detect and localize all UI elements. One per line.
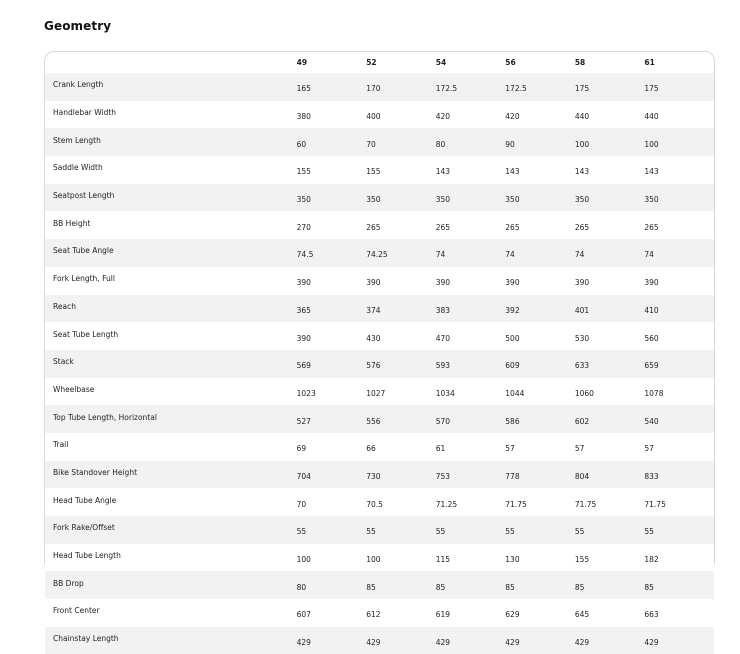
cell-value: 74.5 xyxy=(296,250,314,260)
cell-value: 100 xyxy=(574,139,590,149)
cell-value: 175 xyxy=(574,84,590,94)
row-label: Top Tube Length, Horizontal xyxy=(53,412,157,422)
row-label: Seat Tube Angle xyxy=(53,246,114,256)
table-body xyxy=(45,73,714,654)
cell-value: 390 xyxy=(296,278,311,288)
cell-value: 390 xyxy=(644,278,659,288)
row-label: Crank Length xyxy=(53,80,104,90)
cell-value: 365 xyxy=(296,305,311,315)
cell-value: 71.75 xyxy=(505,499,527,509)
cell-value: 55 xyxy=(366,527,376,537)
cell-value: 429 xyxy=(644,638,659,648)
size-header-56: 56 xyxy=(505,58,516,67)
cell-value: 704 xyxy=(296,471,311,481)
cell-value: 70 xyxy=(296,499,307,509)
cell-value: 753 xyxy=(435,471,451,481)
cell-value: 265 xyxy=(644,222,659,232)
cell-value: 61 xyxy=(435,444,446,454)
cell-value: 71.75 xyxy=(574,499,597,509)
cell-value: 1078 xyxy=(644,388,664,398)
geometry-table xyxy=(45,52,714,654)
cell-value: 1044 xyxy=(505,388,525,398)
row-label: Stem Length xyxy=(53,135,101,145)
cell-value: 70.5 xyxy=(366,499,383,509)
cell-value: 470 xyxy=(435,333,451,343)
table-row xyxy=(45,73,714,101)
cell-value: 390 xyxy=(505,278,520,288)
table-header-row xyxy=(45,52,714,73)
cell-value: 55 xyxy=(644,527,654,537)
cell-value: 556 xyxy=(366,416,381,426)
cell-value: 74.25 xyxy=(366,250,388,260)
cell-value: 155 xyxy=(574,555,590,565)
cell-value: 401 xyxy=(574,305,590,315)
cell-value: 265 xyxy=(505,222,520,232)
cell-value: 57 xyxy=(505,444,515,454)
row-label: Handlebar Width xyxy=(53,108,117,118)
table-row xyxy=(45,433,714,461)
cell-value: 100 xyxy=(644,139,659,149)
row-label: Head Tube Angle xyxy=(53,495,117,505)
table-row xyxy=(45,128,714,156)
size-header-54: 54 xyxy=(435,58,447,67)
cell-value: 380 xyxy=(296,112,311,122)
cell-value: 429 xyxy=(435,638,451,648)
table-row xyxy=(45,295,714,323)
table-row xyxy=(45,378,714,406)
cell-value: 350 xyxy=(644,195,659,205)
table-row xyxy=(45,211,714,239)
size-header-49: 49 xyxy=(296,58,308,67)
cell-value: 778 xyxy=(505,471,520,481)
row-label: Saddle Width xyxy=(53,163,103,173)
page-title: Geometry xyxy=(44,19,112,33)
row-label: Stack xyxy=(53,357,74,367)
row-label: Chainstay Length xyxy=(53,634,119,644)
cell-value: 540 xyxy=(644,416,659,426)
cell-value: 633 xyxy=(574,361,590,371)
cell-value: 143 xyxy=(505,167,520,177)
row-label: Bike Standover Height xyxy=(53,467,138,477)
cell-value: 55 xyxy=(574,527,585,537)
cell-value: 74 xyxy=(435,250,446,260)
table-row xyxy=(45,627,714,654)
cell-value: 182 xyxy=(644,555,659,565)
size-header-61: 61 xyxy=(644,58,655,67)
cell-value: 576 xyxy=(366,361,381,371)
row-label: Seatpost Length xyxy=(53,191,115,201)
cell-value: 71.75 xyxy=(644,499,666,509)
cell-value: 55 xyxy=(435,527,446,537)
cell-value: 440 xyxy=(574,112,590,122)
cell-value: 71.25 xyxy=(435,499,458,509)
cell-value: 560 xyxy=(644,333,659,343)
cell-value: 100 xyxy=(366,555,381,565)
cell-value: 593 xyxy=(435,361,451,371)
cell-value: 175 xyxy=(644,84,659,94)
cell-value: 69 xyxy=(296,444,307,454)
cell-value: 570 xyxy=(435,416,451,426)
cell-value: 265 xyxy=(366,222,381,232)
cell-value: 350 xyxy=(366,195,381,205)
table-row xyxy=(45,405,714,433)
cell-value: 350 xyxy=(574,195,590,205)
cell-value: 410 xyxy=(644,305,659,315)
row-label: Wheelbase xyxy=(53,384,95,394)
cell-value: 430 xyxy=(366,333,381,343)
cell-value: 1023 xyxy=(296,388,316,398)
cell-value: 60 xyxy=(296,139,307,149)
cell-value: 390 xyxy=(435,278,451,288)
cell-value: 55 xyxy=(505,527,515,537)
cell-value: 70 xyxy=(366,139,376,149)
cell-value: 619 xyxy=(435,610,451,620)
row-label: Front Center xyxy=(53,606,100,616)
cell-value: 115 xyxy=(435,555,451,565)
cell-value: 607 xyxy=(296,610,311,620)
cell-value: 1034 xyxy=(435,388,455,398)
cell-value: 100 xyxy=(296,555,311,565)
cell-value: 85 xyxy=(644,582,654,592)
cell-value: 530 xyxy=(574,333,590,343)
cell-value: 645 xyxy=(574,610,590,620)
cell-value: 429 xyxy=(574,638,590,648)
cell-value: 527 xyxy=(296,416,311,426)
row-label: Fork Length, Full xyxy=(53,274,115,284)
cell-value: 350 xyxy=(296,195,311,205)
cell-value: 80 xyxy=(435,139,446,149)
cell-value: 143 xyxy=(435,167,451,177)
cell-value: 74 xyxy=(644,250,654,260)
cell-value: 569 xyxy=(296,361,311,371)
cell-value: 74 xyxy=(574,250,585,260)
cell-value: 609 xyxy=(505,361,520,371)
row-label: Trail xyxy=(53,440,69,450)
cell-value: 602 xyxy=(574,416,590,426)
cell-value: 420 xyxy=(505,112,520,122)
cell-value: 440 xyxy=(644,112,659,122)
row-label: Reach xyxy=(53,301,76,311)
cell-value: 629 xyxy=(505,610,520,620)
cell-value: 172.5 xyxy=(435,84,458,94)
cell-value: 74 xyxy=(505,250,515,260)
cell-value: 390 xyxy=(366,278,381,288)
cell-value: 833 xyxy=(644,471,659,481)
table-row xyxy=(45,544,714,572)
cell-value: 130 xyxy=(505,555,520,565)
cell-value: 1060 xyxy=(574,388,594,398)
table-row xyxy=(45,599,714,627)
cell-value: 143 xyxy=(644,167,659,177)
cell-value: 383 xyxy=(435,305,451,315)
cell-value: 586 xyxy=(505,416,520,426)
table-row xyxy=(45,461,714,489)
cell-value: 374 xyxy=(366,305,381,315)
cell-value: 155 xyxy=(366,167,381,177)
row-label: BB Height xyxy=(53,218,91,228)
table-row xyxy=(45,488,714,516)
cell-value: 265 xyxy=(435,222,451,232)
table-row xyxy=(45,322,714,350)
cell-value: 350 xyxy=(505,195,520,205)
cell-value: 66 xyxy=(366,444,376,454)
cell-value: 612 xyxy=(366,610,381,620)
cell-value: 155 xyxy=(296,167,311,177)
table-row xyxy=(45,184,714,212)
table-row xyxy=(45,516,714,544)
cell-value: 57 xyxy=(644,444,654,454)
cell-value: 265 xyxy=(574,222,590,232)
row-label: Head Tube Length xyxy=(53,551,121,561)
cell-value: 390 xyxy=(574,278,590,288)
cell-value: 170 xyxy=(366,84,381,94)
cell-value: 429 xyxy=(505,638,520,648)
row-label: Fork Rake/Offset xyxy=(53,523,115,533)
cell-value: 85 xyxy=(366,582,376,592)
row-label: Seat Tube Length xyxy=(53,329,119,339)
cell-value: 420 xyxy=(435,112,451,122)
cell-value: 90 xyxy=(505,139,515,149)
table-row xyxy=(45,101,714,129)
cell-value: 85 xyxy=(435,582,446,592)
cell-value: 350 xyxy=(435,195,451,205)
cell-value: 165 xyxy=(296,84,311,94)
size-header-58: 58 xyxy=(574,58,586,67)
row-label: BB Drop xyxy=(53,578,84,588)
cell-value: 85 xyxy=(505,582,515,592)
cell-value: 270 xyxy=(296,222,311,232)
table-row xyxy=(45,156,714,184)
cell-value: 80 xyxy=(296,582,307,592)
cell-value: 172.5 xyxy=(505,84,527,94)
cell-value: 1027 xyxy=(366,388,386,398)
cell-value: 429 xyxy=(366,638,381,648)
header-label-cell xyxy=(45,52,297,73)
cell-value: 400 xyxy=(366,112,381,122)
cell-value: 730 xyxy=(366,471,381,481)
table-row xyxy=(45,267,714,295)
size-header-52: 52 xyxy=(366,58,377,67)
cell-value: 85 xyxy=(574,582,585,592)
cell-value: 392 xyxy=(505,305,520,315)
cell-value: 659 xyxy=(644,361,659,371)
cell-value: 663 xyxy=(644,610,659,620)
table-row xyxy=(45,239,714,267)
table-row xyxy=(45,350,714,378)
geometry-table-container xyxy=(44,51,715,648)
cell-value: 55 xyxy=(296,527,307,537)
cell-value: 57 xyxy=(574,444,585,454)
cell-value: 429 xyxy=(296,638,311,648)
cell-value: 500 xyxy=(505,333,520,343)
cell-value: 804 xyxy=(574,471,590,481)
cell-value: 143 xyxy=(574,167,590,177)
cell-value: 390 xyxy=(296,333,311,343)
table-row xyxy=(45,571,714,599)
